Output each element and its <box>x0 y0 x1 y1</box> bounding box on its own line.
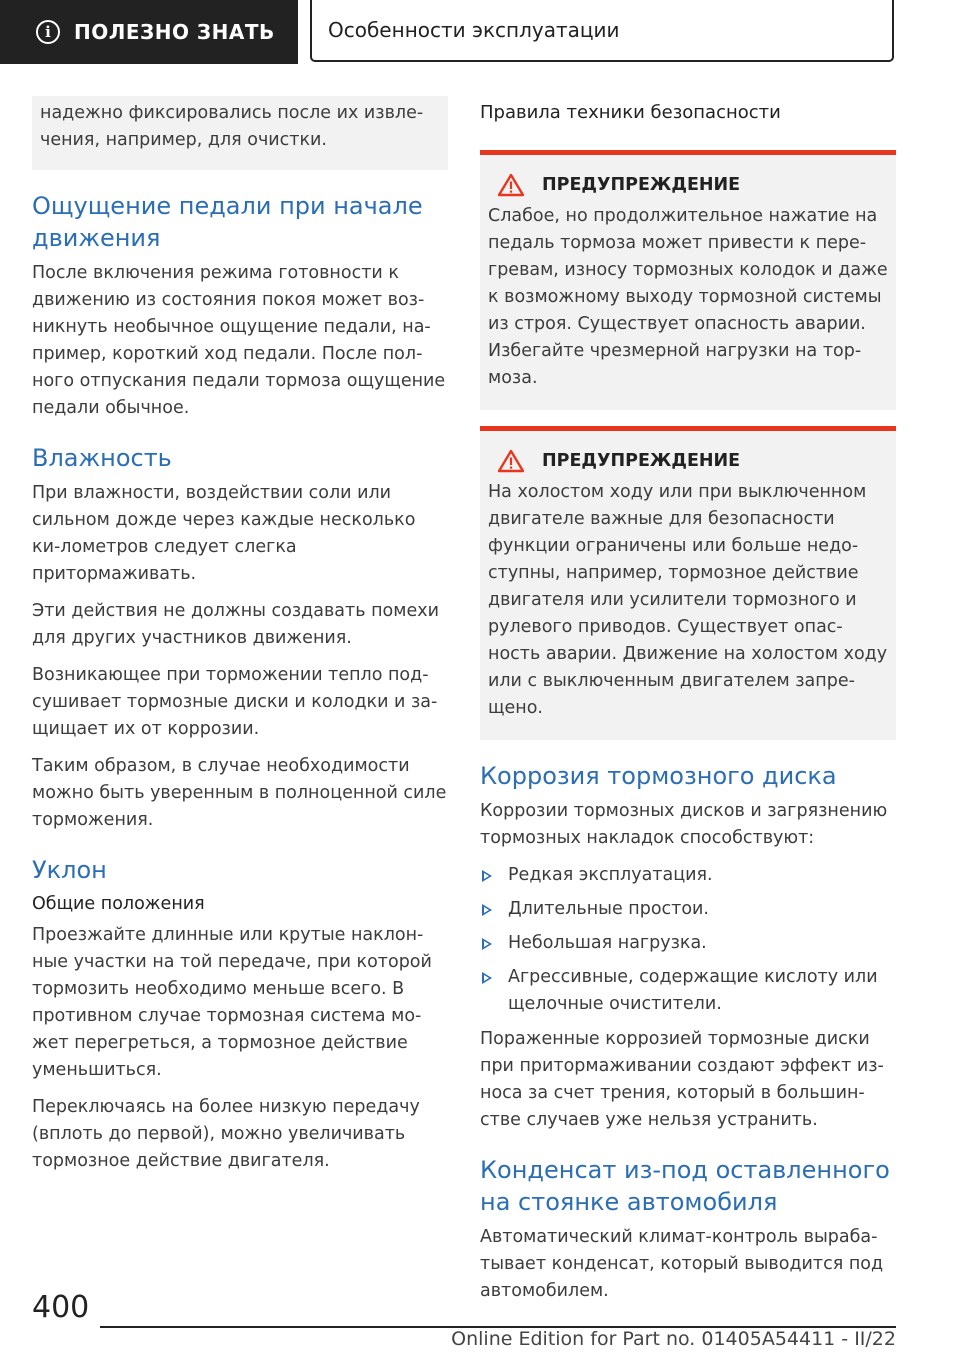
list-item-text: Длительные простои. <box>508 899 709 919</box>
header-tab-secondary <box>310 0 894 62</box>
footer-edition: Online Edition for Part no. 01405A54411 - II/22 <box>451 1328 896 1350</box>
list-item-text: Небольшая нагрузка. <box>508 933 707 953</box>
list-item <box>480 896 896 923</box>
list-item-text: Агрессивные, содержащие кислоту или щелочные очистители. <box>508 967 878 1014</box>
warning-text-2: На холостом ходу или при выключенном двигателе важные для безопасности функции ограничены или больше недо-ступны, например, тормозное действие двигателя или усилители тормозного и рулевого приводов. Существует опас-ность аварии. Движение на холостом ходу или с выключенным двигателем запре-щено. <box>488 482 888 718</box>
list-item <box>480 930 896 957</box>
warning-box-1 <box>480 150 896 410</box>
list-item <box>480 964 896 1018</box>
section-title-condensate: Конденсат из-под оставленного на стоянке автомобиля <box>480 1156 890 1216</box>
subtitle-general: Общие положения <box>32 894 205 914</box>
intro-box <box>32 96 448 170</box>
corrosion-causes-list <box>480 862 896 1018</box>
humidity-paragraph-4: Таким образом, в случае необходимости можно быть уверенным в полноценной силе торможения. <box>32 756 447 830</box>
info-icon: i <box>36 20 60 44</box>
bullet-triangle-icon <box>482 904 492 916</box>
page-number: 400 <box>32 1290 90 1325</box>
corrosion-paragraph-2: Пораженные коррозией тормозные диски при притормаживании создают эффект из-носа за счет трения, который в большин-стве случаев уже нельзя устранить. <box>480 1029 884 1130</box>
bullet-triangle-icon <box>482 870 492 882</box>
header-tab-primary-label: ПОЛЕЗНО ЗНАТЬ <box>74 20 275 44</box>
humidity-paragraph-1: При влажности, воздействии соли или сильном дожде через каждые несколько ки-лометров следует слегка притормаживать. <box>32 483 416 584</box>
humidity-paragraph-3: Возникающее при торможении тепло под-сушивает тормозные диски и колодки и за-щищает их от коррозии. <box>32 665 438 739</box>
header-tab-primary <box>0 0 298 64</box>
section-title-pedal-feel: Ощущение педали при начале движения <box>32 192 423 252</box>
slope-paragraph-2: Переключаясь на более низкую передачу (вплоть до первой), можно увеличивать тормозное действие двигателя. <box>32 1097 420 1171</box>
list-item <box>480 862 896 889</box>
section-title-humidity: Влажность <box>32 444 172 472</box>
section-title-slope: Уклон <box>32 856 107 884</box>
list-item-text: Редкая эксплуатация. <box>508 865 713 885</box>
condensate-paragraph: Автоматический климат-контроль выраба-тывает конденсат, который выводится под автомобилем. <box>480 1227 884 1301</box>
slope-paragraph-1: Проезжайте длинные или крутые наклон-ные участки на той передаче, при которой тормозить необходимо меньше всего. В противном случае тормозная система мо-жет перегреться, а тормозное действие уменьшиться. <box>32 925 432 1080</box>
section-title-brake-disc-corrosion: Коррозия тормозного диска <box>480 762 837 790</box>
pedal-feel-paragraph: После включения режима готовности к движению из состояния покоя может воз-никнуть необычное ощущение педали, на-пример, короткий ход педали. После пол-ного отпускания педали тормоза ощущение педали обычное. <box>32 263 446 418</box>
safety-rules-title: Правила техники безопасности <box>480 102 781 123</box>
intro-text: надежно фиксировались после их извле-чения, например, для очистки. <box>40 103 424 150</box>
warning-triangle-icon <box>498 449 524 473</box>
left-column <box>32 96 448 1185</box>
corrosion-paragraph-1: Коррозии тормозных дисков и загрязнению тормозных накладок способствуют: <box>480 801 888 848</box>
header-tab-secondary-label: Особенности эксплуатации <box>328 18 620 42</box>
bullet-triangle-icon <box>482 938 492 950</box>
warning-title-2: ПРЕДУПРЕЖДЕНИЕ <box>542 451 741 471</box>
bullet-triangle-icon <box>482 972 492 984</box>
humidity-paragraph-2: Эти действия не должны создавать помехи для других участников движения. <box>32 601 439 648</box>
warning-title-1: ПРЕДУПРЕЖДЕНИЕ <box>542 175 741 195</box>
warning-triangle-icon <box>498 173 524 197</box>
warning-text-1: Слабое, но продолжительное нажатие на педаль тормоза может привести к пере-гревам, износу тормозных колодок и даже к возможному выходу тормозной системы из строя. Существует опасность аварии. Избегайте чрезмерной нагрузки на тор-моза. <box>488 206 888 388</box>
right-column <box>480 96 896 1315</box>
warning-box-2 <box>480 426 896 740</box>
